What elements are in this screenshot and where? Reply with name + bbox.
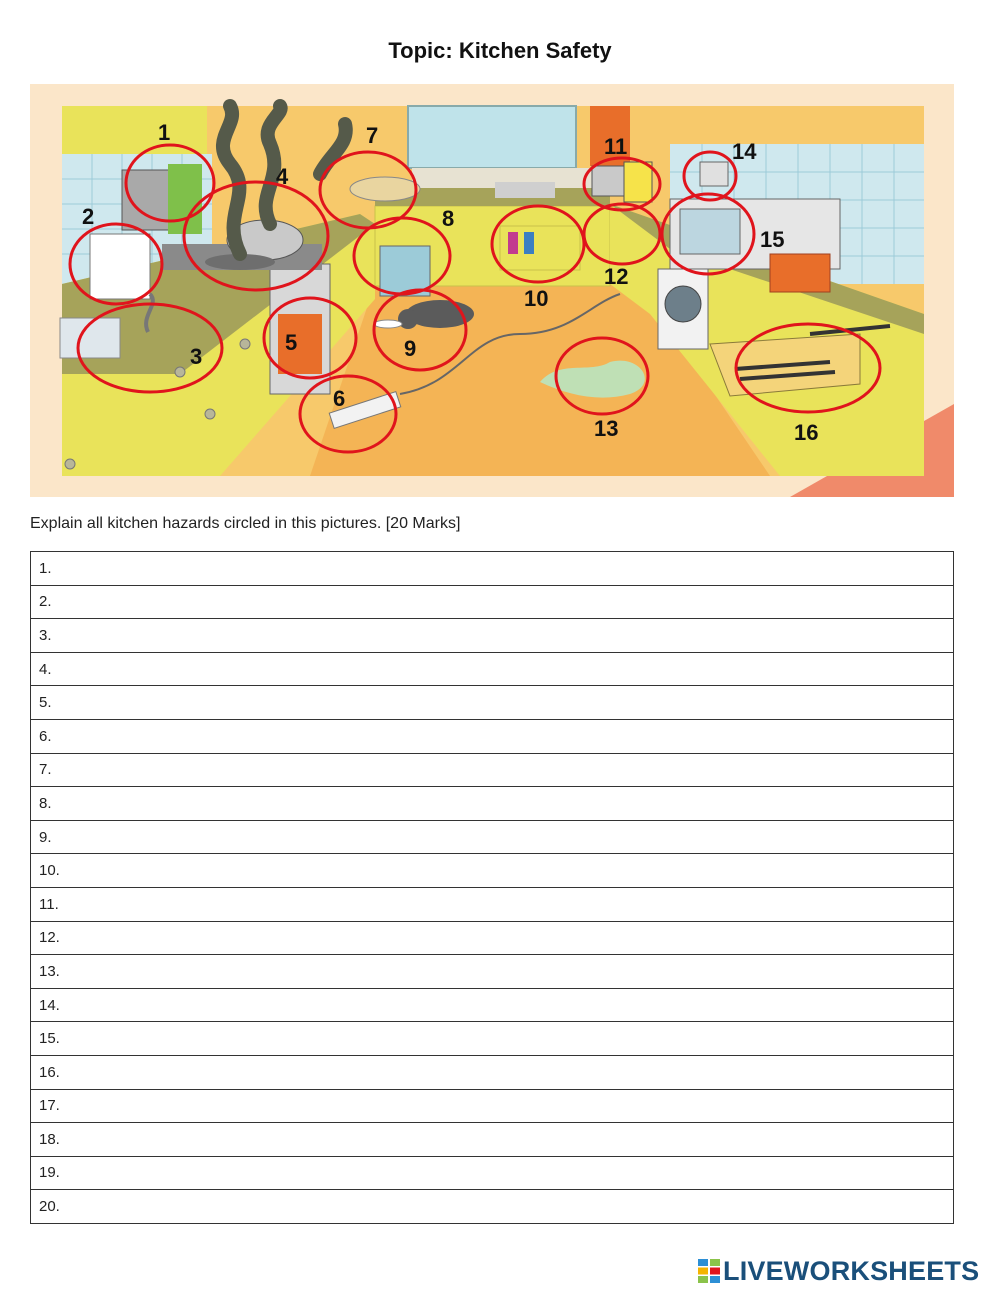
answer-cell[interactable] xyxy=(31,652,954,686)
answer-input[interactable] xyxy=(56,794,900,813)
answer-input[interactable] xyxy=(63,895,907,914)
answer-number: 4. xyxy=(39,660,52,678)
answer-cell[interactable] xyxy=(31,753,954,787)
answer-row xyxy=(31,820,954,854)
answer-number: 15. xyxy=(39,1030,60,1048)
answer-number: 19. xyxy=(39,1164,60,1182)
instructions: Explain all kitchen hazards circled in this pictures. [20 Marks] xyxy=(30,515,461,532)
hazard-label-9: 9 xyxy=(404,336,417,361)
answer-cell[interactable] xyxy=(31,787,954,821)
answer-row xyxy=(31,1156,954,1190)
answer-input[interactable] xyxy=(64,1096,908,1115)
answer-number: 12. xyxy=(39,929,60,947)
brand-footer[interactable] xyxy=(698,1256,979,1286)
answer-cell[interactable] xyxy=(31,988,954,1022)
washing-machine-door xyxy=(665,286,701,322)
answer-cell[interactable] xyxy=(31,719,954,753)
answer-row xyxy=(31,652,954,686)
answer-input[interactable] xyxy=(56,693,900,712)
answer-cell[interactable] xyxy=(31,1123,954,1157)
page-title: Topic: Kitchen Safety xyxy=(388,38,612,63)
answer-number: 14. xyxy=(39,996,60,1014)
answer-row xyxy=(31,1089,954,1123)
hazard-label-11: 11 xyxy=(604,134,628,159)
answer-input[interactable] xyxy=(56,592,900,611)
answer-input[interactable] xyxy=(56,660,900,679)
answer-input[interactable] xyxy=(64,962,908,981)
hazard-label-8: 8 xyxy=(442,206,455,231)
toaster-yellow xyxy=(624,162,652,202)
answer-number: 5. xyxy=(39,694,52,712)
answer-number: 8. xyxy=(39,794,52,812)
hazard-label-10: 10 xyxy=(524,286,549,311)
answer-row xyxy=(31,719,954,753)
paper-towel xyxy=(90,234,150,299)
answer-cell[interactable] xyxy=(31,955,954,989)
kitchen-illustration xyxy=(30,84,954,497)
hazard-label-16: 16 xyxy=(794,420,819,445)
plates-stack xyxy=(350,177,420,201)
answer-input[interactable] xyxy=(64,1029,908,1048)
answer-number: 3. xyxy=(39,626,52,644)
answer-input[interactable] xyxy=(56,727,900,746)
answer-row xyxy=(31,1022,954,1056)
answer-row xyxy=(31,1190,954,1224)
answer-row xyxy=(31,1055,954,1089)
answer-input[interactable] xyxy=(64,1163,908,1182)
hazard-label-3: 3 xyxy=(190,344,203,369)
answer-input[interactable] xyxy=(64,928,908,947)
answer-row xyxy=(31,585,954,619)
answer-input[interactable] xyxy=(56,828,900,847)
answer-number: 18. xyxy=(39,1130,60,1148)
answer-row xyxy=(31,887,954,921)
answer-input[interactable] xyxy=(64,861,908,880)
answer-cell[interactable] xyxy=(31,585,954,619)
answer-cell[interactable] xyxy=(31,686,954,720)
answer-number: 2. xyxy=(39,593,52,611)
hazard-label-1: 1 xyxy=(158,120,171,145)
answer-number: 7. xyxy=(39,761,52,779)
answer-input[interactable] xyxy=(56,626,900,645)
answer-cell[interactable] xyxy=(31,552,954,586)
brand-name: LIVEWORKSHEETS xyxy=(723,1255,980,1286)
hazard-label-2: 2 xyxy=(82,204,95,229)
answer-cell[interactable] xyxy=(31,887,954,921)
wall-socket xyxy=(700,162,728,186)
sink xyxy=(495,182,555,198)
answer-cell[interactable] xyxy=(31,1156,954,1190)
answer-number: 17. xyxy=(39,1097,60,1115)
answer-row xyxy=(31,787,954,821)
answer-row xyxy=(31,619,954,653)
answer-row xyxy=(31,552,954,586)
answer-cell[interactable] xyxy=(31,1089,954,1123)
cat-bowl xyxy=(374,320,402,328)
answer-row xyxy=(31,955,954,989)
answer-number: 16. xyxy=(39,1063,60,1081)
answer-number: 13. xyxy=(39,962,60,980)
answer-input[interactable] xyxy=(64,1130,908,1149)
answer-table xyxy=(30,551,954,1224)
answer-row xyxy=(31,686,954,720)
hazard-label-14: 14 xyxy=(732,139,757,164)
rubbish-bin xyxy=(380,246,430,296)
answer-row xyxy=(31,854,954,888)
hazard-label-5: 5 xyxy=(285,330,298,355)
answer-number: 10. xyxy=(39,862,60,880)
answer-input[interactable] xyxy=(64,996,908,1015)
answer-input[interactable] xyxy=(64,1063,908,1082)
answer-cell[interactable] xyxy=(31,921,954,955)
answer-input[interactable] xyxy=(64,1197,908,1216)
answer-table-body xyxy=(31,552,954,1224)
answer-number: 11. xyxy=(39,895,59,913)
liveworksheets-logo-icon xyxy=(698,1259,720,1283)
hazard-label-4: 4 xyxy=(276,164,289,189)
hazard-label-13: 13 xyxy=(594,416,619,441)
answer-number: 9. xyxy=(39,828,52,846)
bottle-1 xyxy=(508,232,518,254)
window xyxy=(408,106,576,168)
answer-cell[interactable] xyxy=(31,1055,954,1089)
answer-number: 20. xyxy=(39,1198,60,1216)
microwave-window xyxy=(680,209,740,254)
answer-row xyxy=(31,988,954,1022)
answer-number: 1. xyxy=(39,559,52,577)
answer-row xyxy=(31,1123,954,1157)
answer-number: 6. xyxy=(39,727,52,745)
bottle-2 xyxy=(524,232,534,254)
answer-cell[interactable] xyxy=(31,820,954,854)
answer-cell[interactable] xyxy=(31,1190,954,1224)
kitchen-scene xyxy=(30,84,954,497)
hazard-label-12: 12 xyxy=(604,264,629,289)
hazard-label-6: 6 xyxy=(333,386,346,411)
answer-cell[interactable] xyxy=(31,1022,954,1056)
answer-row xyxy=(31,921,954,955)
answer-cell[interactable] xyxy=(31,854,954,888)
answer-input[interactable] xyxy=(56,760,900,779)
answer-cell[interactable] xyxy=(31,619,954,653)
answer-input[interactable] xyxy=(56,559,900,578)
hazard-label-7: 7 xyxy=(366,123,379,148)
answer-row xyxy=(31,753,954,787)
hazard-label-15: 15 xyxy=(760,227,785,252)
cake-tin xyxy=(770,254,830,292)
